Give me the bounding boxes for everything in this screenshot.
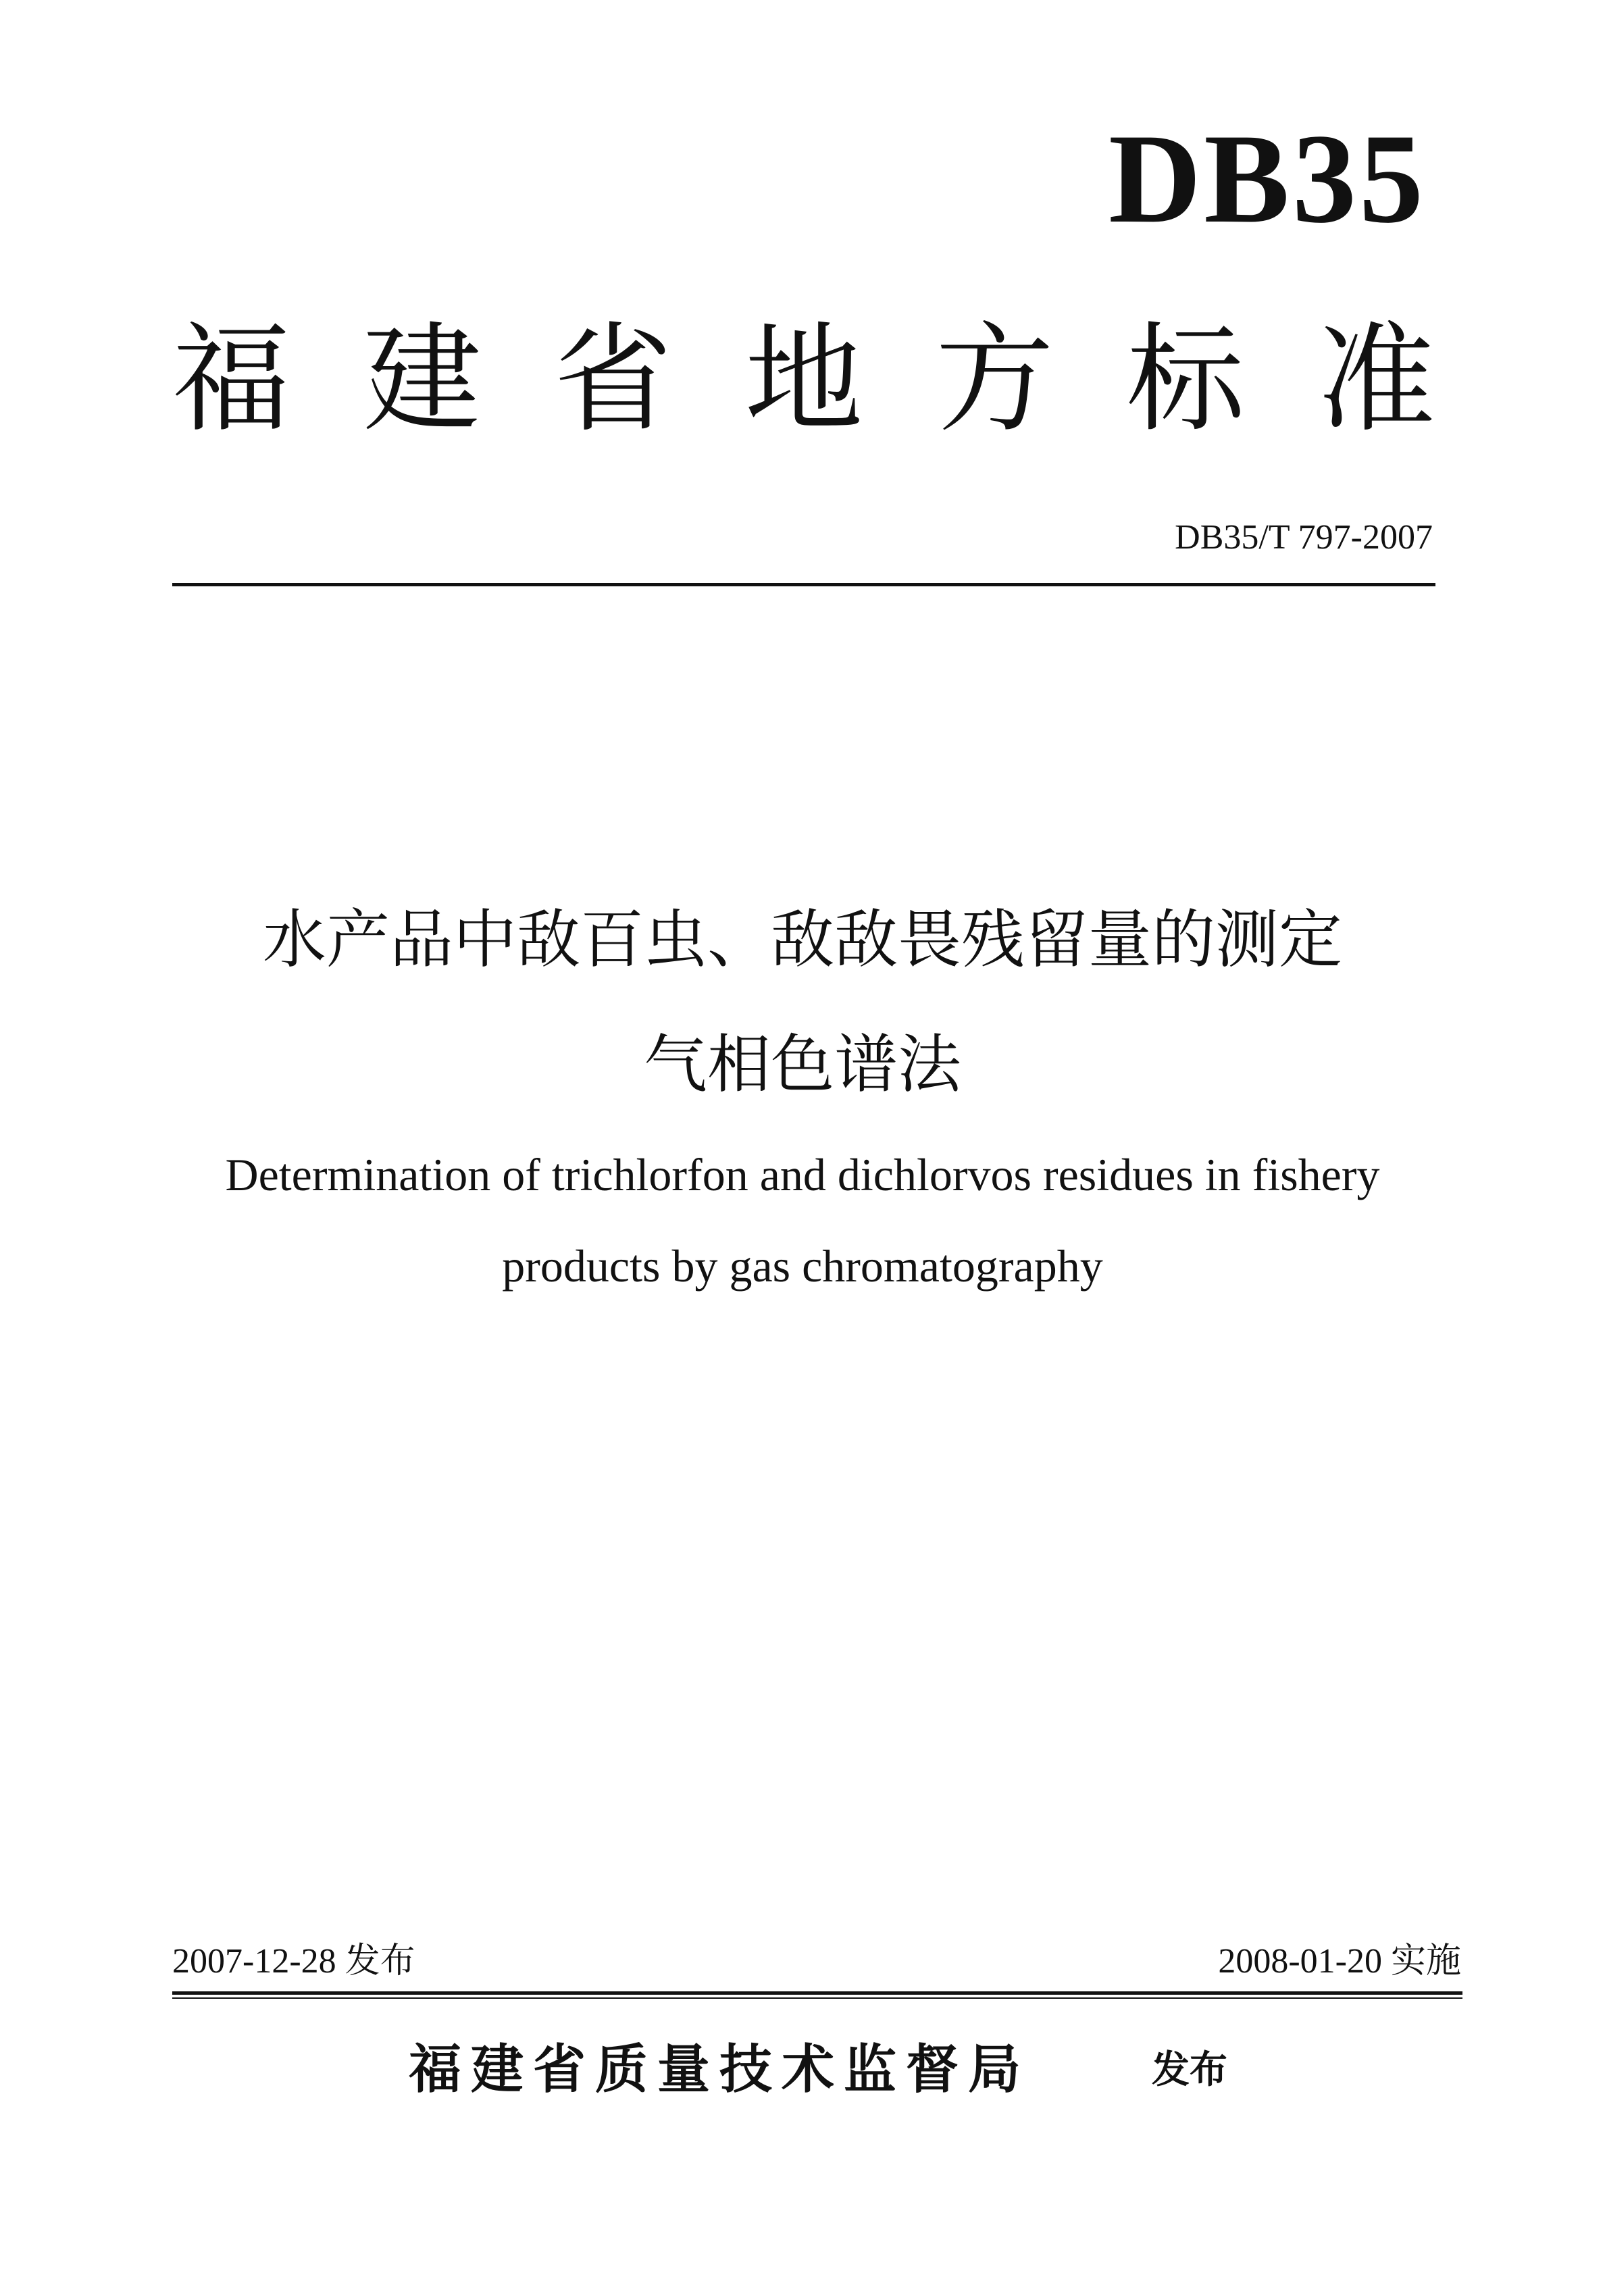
standard-type-char: 地 bbox=[744, 311, 863, 449]
title-chinese-line-2: 气相色谱法 bbox=[643, 1028, 961, 1102]
title-chinese-line-1: 水产品中敌百虫、敌敌畏残留量的测定 bbox=[262, 903, 1342, 977]
standard-type-char: 准 bbox=[1317, 311, 1435, 449]
standard-type-char: 方 bbox=[936, 311, 1054, 449]
issue-date: 2007-12-28 发布 bbox=[172, 1942, 415, 1981]
standard-type-char: 福 bbox=[172, 311, 290, 449]
standard-type-char: 省 bbox=[554, 311, 672, 449]
standard-type-char: 标 bbox=[1126, 311, 1245, 449]
footer-divider-thin bbox=[172, 1997, 1462, 1999]
title-english-line-1: Determination of trichlorfon and dichlorvos residues in fishery bbox=[225, 1149, 1380, 1200]
implementation-date: 2008-01-20 实施 bbox=[1218, 1942, 1461, 1981]
issuing-authority: 福建省质量技术监督局 bbox=[409, 2039, 1031, 2100]
issuing-authority-suffix: 发布 bbox=[1152, 2048, 1227, 2092]
title-english-line-2: products by gas chromatography bbox=[502, 1240, 1103, 1292]
standard-type-heading bbox=[172, 311, 1435, 449]
header-divider bbox=[172, 583, 1435, 586]
standard-number: DB35/T 797-2007 bbox=[1175, 518, 1433, 557]
standard-type-char: 建 bbox=[363, 311, 482, 449]
standard-code-mark: DB35 bbox=[1109, 108, 1426, 250]
footer-divider-thick bbox=[172, 1991, 1462, 1995]
